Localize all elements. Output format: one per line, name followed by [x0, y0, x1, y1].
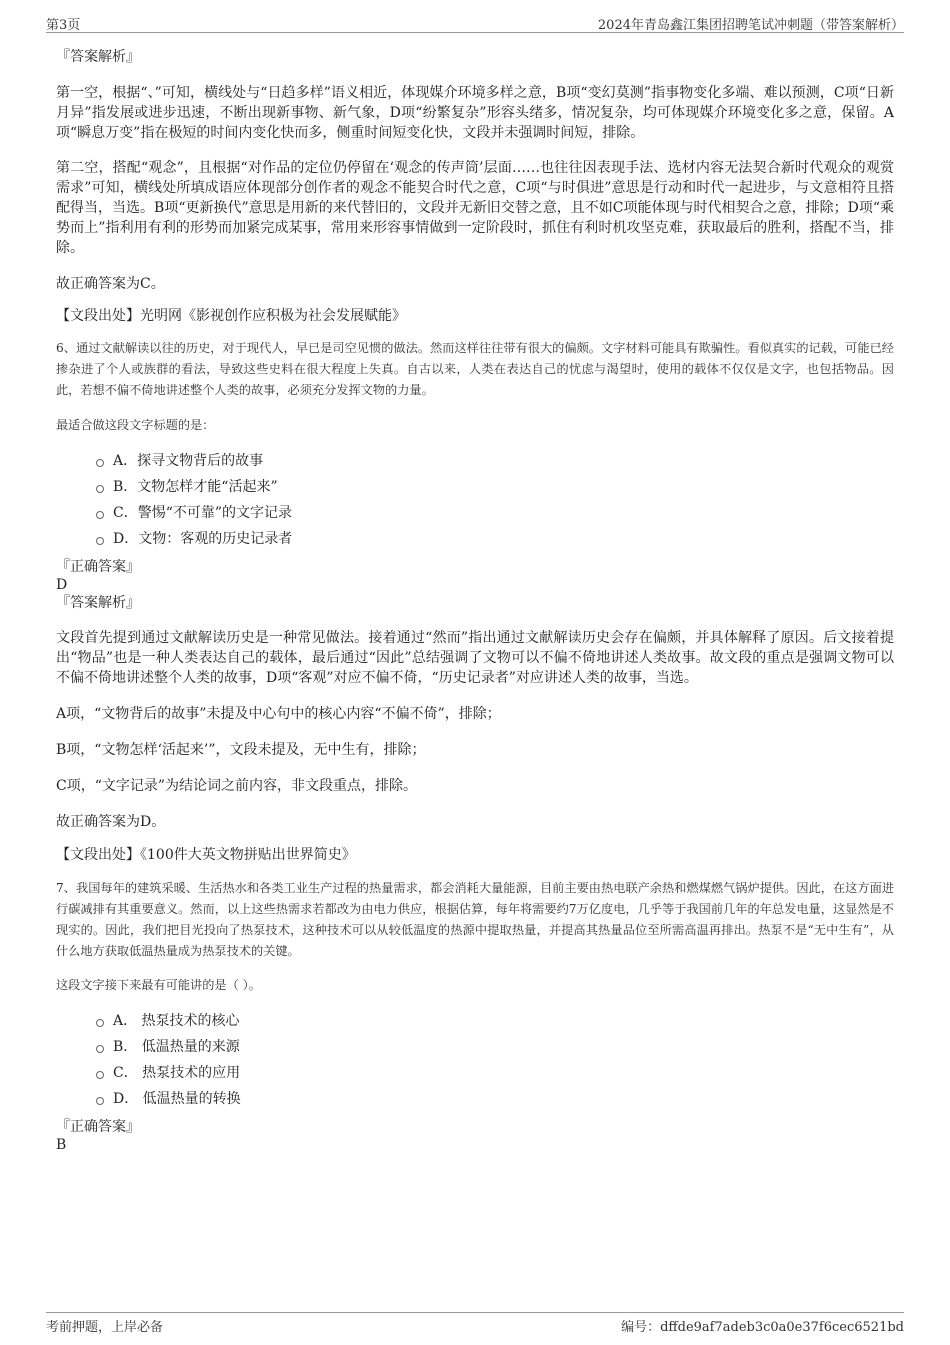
option-label: C． 热泵技术的应用	[113, 1065, 241, 1081]
option-label: C．警惕“不可靠”的文字记录	[113, 505, 293, 521]
q6-option-a[interactable]	[96, 448, 894, 474]
q6-analysis-paragraph-1: 文段首先提到通过文献解读历史是一种常见做法。接着通过“然而”指出通过文献解读历史会存在偏颇，并具体解释了原因。后文接着提出“物品”也是一种人类表达自己的载体，最后通过“因此”总结强调了文物可以不偏不倚地讲述人类故事。故文段的重点是强调文物可以不偏不倚地讲述整个人类的故事，D项“客观”对应不偏不倚，“历史记录者”对应讲述人类的故事，当选。	[56, 630, 894, 686]
option-label: B．文物怎样才能“活起来”	[113, 479, 278, 495]
serial-number: dffde9af7adeb3c0a0e37f6cec6521bd	[660, 1320, 904, 1335]
q6-analysis-option-a: A项，“文物背后的故事”未提及中心句中的核心内容“不偏不倚”，排除；	[56, 706, 501, 722]
q5-source: 【文段出处】光明网《影视创作应积极为社会发展赋能》	[56, 308, 406, 324]
q6-prompt: 最适合做这段文字标题的是：	[56, 418, 215, 432]
q7-question-text: 7、我国每年的建筑采暖、生活热水和各类工业生产过程的热量需求，都会消耗大量能源，目前主要由热电联产余热和燃煤燃气锅炉提供。因此，在这方面进行碳减排有其重要意义。然而，以上这些热需求若都改为由电力供应，根据估算，每年将需要约7万亿度电，几乎等于我国前几年的年总发电量，这显然是不现实的。因此，我们把目光投向了热泵技术，这种技术可以从较低温度的热源中提取热量，并提高其热量品位至所需高温再排出。热泵不是“无中生有”，从什么地方获取低温热量成为热泵技术的关键。	[56, 881, 894, 958]
radio-icon[interactable]	[96, 537, 104, 545]
q5-analysis-paragraph-2: 第二空，搭配“观念”，且根据“对作品的定位仍停留在‘观念的传声筒’层面……也往往因表现手法、选材内容无法契合新时代观众的观赏需求”可知，横线处所填成语应体现部分创作者的观念不能契合时代之意，C项“与时俱进”意思是行动和时代一起进步，与文意相符且搭配得当，当选。B项“更新换代”意思是用新的来代替旧的，文段并无新旧交替之意，且不如C项能体现与时代相契合之意，排除；D项“乘势而上”指利用有利的形势而加紧完成某事，常用来形容事情做到一定阶段时，抓住有利时机攻坚克难，获取最后的胜利，搭配不当，排除。	[56, 160, 894, 256]
q7-option-c[interactable]	[96, 1060, 894, 1086]
option-label: D． 低温热量的转换	[113, 1091, 241, 1107]
document-title: 2024年青岛鑫江集团招聘笔试冲刺题（带答案解析）	[597, 18, 904, 33]
q6-analysis-label: 『答案解析』	[56, 595, 140, 611]
q7-answer: B	[56, 1137, 67, 1153]
q5-analysis-paragraph-1: 第一空，根据“、”可知，横线处与“日趋多样”语义相近，体现媒介环境多样之意，B项“变幻莫测”指事物变化多端、难以预测，C项“日新月异”指发展或进步迅速，不断出现新事物、新气象，D项“纷繁复杂”形容头绪多，情况复杂，均可体现媒介环境变化多之意，保留。A项“瞬息万变”指在极短的时间内变化快而多，侧重时间短变化快，文段并未强调时间短，排除。	[56, 85, 894, 141]
q6-source: 【文段出处】《100件大英文物拼贴出世界简史》	[56, 847, 356, 863]
q6-answer-label: 『正确答案』	[56, 559, 140, 575]
page-number: 第3页	[46, 18, 81, 33]
page-footer	[46, 1312, 904, 1333]
q7-option-b[interactable]	[96, 1034, 894, 1060]
page-content	[56, 45, 894, 1154]
q7-option-a[interactable]	[96, 1008, 894, 1034]
radio-icon[interactable]	[96, 1071, 104, 1079]
footer-serial	[621, 1316, 904, 1335]
radio-icon[interactable]	[96, 1045, 104, 1053]
q6-option-d[interactable]	[96, 526, 894, 552]
q5-conclusion: 故正确答案为C。	[56, 276, 165, 292]
radio-icon[interactable]	[96, 1097, 104, 1105]
q7-answer-label: 『正确答案』	[56, 1119, 140, 1135]
q6-analysis-option-b: B项，“文物怎样‘活起来’”，文段未提及，无中生有，排除；	[56, 742, 426, 758]
q5-analysis-label: 『答案解析』	[56, 49, 140, 65]
radio-icon[interactable]	[96, 485, 104, 493]
radio-icon[interactable]	[96, 511, 104, 519]
q6-option-c[interactable]	[96, 500, 894, 526]
footer-note: 考前押题，上岸必备	[46, 1320, 164, 1335]
option-label: A． 热泵技术的核心	[113, 1013, 240, 1029]
option-label: D．文物：客观的历史记录者	[113, 531, 293, 547]
q6-answer: D	[56, 577, 68, 593]
q6-question-text: 6、通过文献解读以往的历史，对于现代人，早已是司空见惯的做法。然而这样往往带有很大的偏颇。文字材料可能具有欺骗性。看似真实的记载，可能已经掺杂进了个人或族群的看法，导致这些史料在很大程度上失真。自古以来，人类在表达自己的忧虑与渴望时，使用的载体不仅仅是文字，也包括物品。因此，若想不偏不倚地讲述整个人类的故事，必须充分发挥文物的力量。	[56, 341, 894, 397]
radio-icon[interactable]	[96, 1019, 104, 1027]
option-label: B． 低温热量的来源	[113, 1039, 240, 1055]
page-header	[46, 12, 904, 33]
q7-options	[56, 1008, 894, 1112]
q6-option-b[interactable]	[96, 474, 894, 500]
option-label: A．探寻文物背后的故事	[113, 453, 264, 469]
q6-conclusion: 故正确答案为D。	[56, 814, 166, 830]
q7-prompt: 这段文字接下来最有可能讲的是（ ）。	[56, 978, 261, 992]
q6-options	[56, 448, 894, 552]
q7-option-d[interactable]	[96, 1086, 894, 1112]
radio-icon[interactable]	[96, 459, 104, 467]
serial-label: 编号：	[621, 1320, 661, 1335]
q6-analysis-option-c: C项，“文字记录”为结论词之前内容，非文段重点，排除。	[56, 778, 418, 794]
